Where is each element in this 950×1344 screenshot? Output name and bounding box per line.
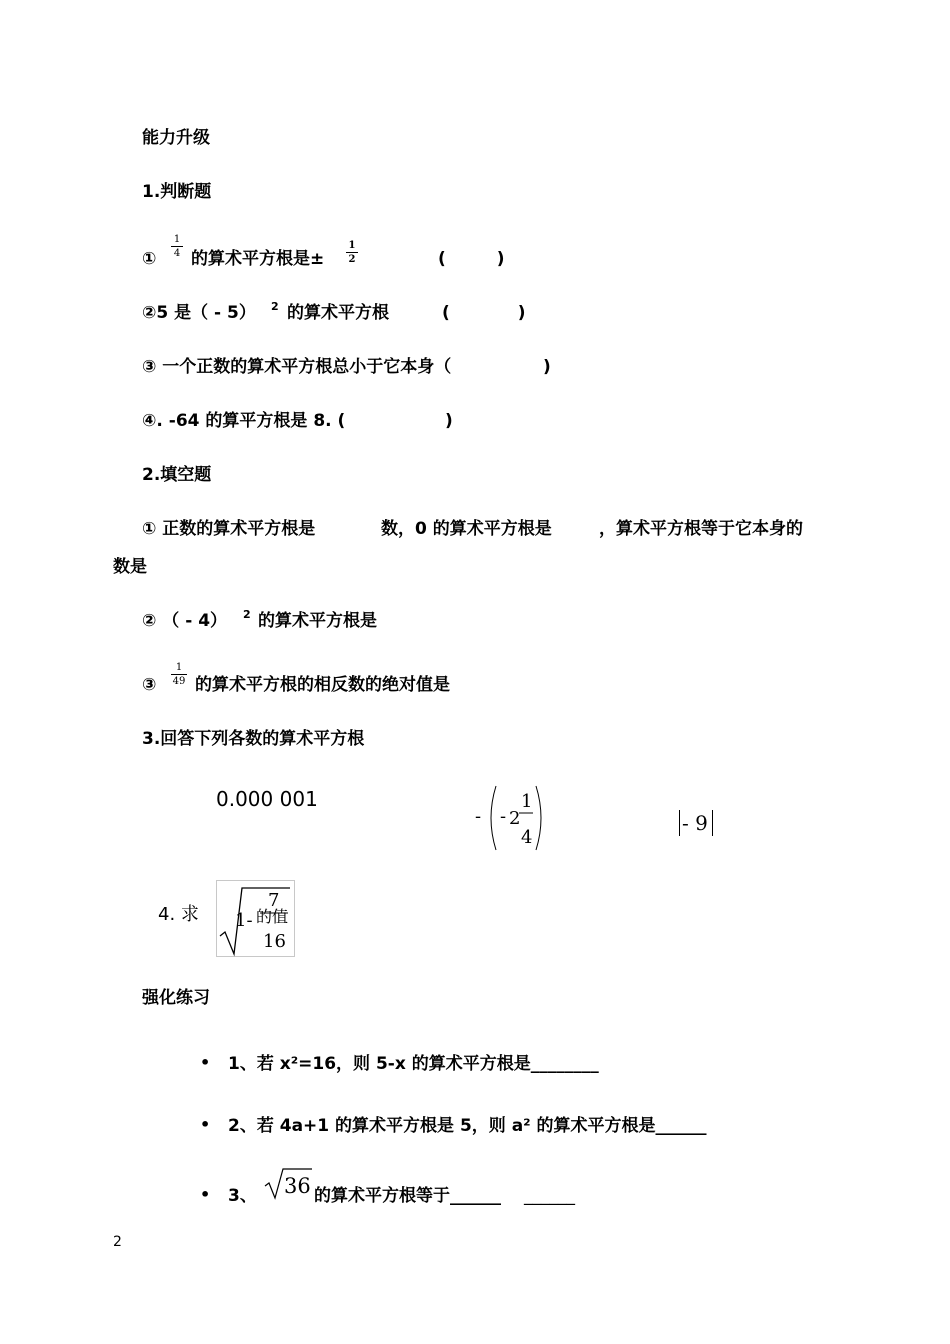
practice-3-text: 的算术平方根等于______ xyxy=(314,1186,501,1206)
practice-3-radical xyxy=(262,1164,314,1204)
fraction-numerator: 1 xyxy=(173,234,181,245)
q1-item2-superscript: 2 xyxy=(271,300,279,313)
practice-2-text: 2、若 4a+1 的算术平方根是 5，则 a² 的算术平方根是______ xyxy=(228,1116,707,1136)
q1-item2-text: ②5 是（ - 5） xyxy=(142,303,256,323)
q1-item1-answer-parens: ( ) xyxy=(438,249,505,269)
q2-item3-text: 的算术平方根的相反数的绝对值是 xyxy=(195,675,450,695)
q2-item1-part-d: 数是 xyxy=(113,557,147,577)
q3-expression-3 xyxy=(679,810,713,836)
q2-item1-part-c: ，算术平方根等于它本身的 xyxy=(599,519,803,539)
practice-2-bullet: • xyxy=(200,1115,211,1134)
practice-3-prefix: 3、 xyxy=(228,1186,257,1206)
q1-item3-text: ③ 一个正数的算术平方根总小于它本身（ xyxy=(142,357,452,377)
q2-item2-superscript: 2 xyxy=(243,608,251,621)
mixed-number-denominator: 4 xyxy=(521,827,533,848)
q2-item3-fraction xyxy=(171,662,187,687)
fraction-denominator: 4 xyxy=(173,248,181,259)
q2-item1-part-a: ① 正数的算术平方根是 xyxy=(142,519,316,539)
mixed-number-numerator: 1 xyxy=(521,791,533,812)
page-number: 2 xyxy=(113,1234,122,1250)
q3-heading: 3.回答下列各数的算术平方根 xyxy=(142,729,365,749)
q3-expression-2 xyxy=(470,780,550,856)
q1-heading: 1.判断题 xyxy=(142,182,212,202)
q4-tail: 的值 xyxy=(256,907,289,926)
right-paren xyxy=(536,786,541,850)
fraction-denominator: 49 xyxy=(172,676,186,687)
radical-lead: 1- xyxy=(235,910,253,931)
radicand: 36 xyxy=(284,1174,311,1198)
q2-item2-text: ② （ - 4） xyxy=(142,611,228,631)
q1-item1-pm-fraction xyxy=(346,240,358,265)
mixed-number-whole: 2 xyxy=(509,808,521,829)
section-heading-ability: 能力升级 xyxy=(142,128,210,148)
practice-3-bullet: • xyxy=(200,1185,211,1204)
practice-1-text: 1、若 x²=16，则 5-x 的算术平方根是________ xyxy=(228,1054,599,1074)
practice-1-bullet: • xyxy=(200,1053,211,1072)
abs-bar-left xyxy=(679,810,680,836)
left-paren xyxy=(491,786,496,850)
q1-item3-paren-close: ) xyxy=(543,357,551,377)
fraction-numerator: 1 xyxy=(348,240,356,251)
q1-item2-answer-parens: ( ) xyxy=(442,303,526,323)
outer-minus-sign: - xyxy=(475,806,482,827)
q1-item1-number: ① xyxy=(142,249,157,269)
q2-heading: 2.填空题 xyxy=(142,465,212,485)
fraction-numerator: 1 xyxy=(175,662,183,673)
q1-item1-text: 的算术平方根是± xyxy=(191,249,325,269)
section-heading-practice: 强化练习 xyxy=(142,988,210,1008)
q2-item3-number: ③ xyxy=(142,675,157,695)
q1-item1-fraction xyxy=(171,234,183,259)
q2-item1-part-b: 数，0 的算术平方根是 xyxy=(381,519,552,539)
q2-item2-tail: 的算术平方根是 xyxy=(258,611,377,631)
q4-label: 4. 求 xyxy=(158,904,199,925)
radical-fraction-denominator: 16 xyxy=(263,931,286,952)
practice-3-answer-line: ______ xyxy=(524,1186,575,1206)
radical-fraction-numerator: 7 xyxy=(268,890,280,911)
q1-item2-tail: 的算术平方根 xyxy=(287,303,389,323)
fraction-denominator: 2 xyxy=(348,254,356,265)
q4-radical-expression xyxy=(216,880,296,958)
q3-value-1: 0.000 001 xyxy=(216,787,318,811)
q1-item4-text: ④. -64 的算平方根是 8. ( xyxy=(142,411,346,431)
inner-minus-sign: - xyxy=(500,806,507,827)
q1-item4-paren-close: ) xyxy=(445,411,453,431)
abs-value-content: - 9 xyxy=(682,811,708,835)
abs-bar-right xyxy=(712,810,713,836)
